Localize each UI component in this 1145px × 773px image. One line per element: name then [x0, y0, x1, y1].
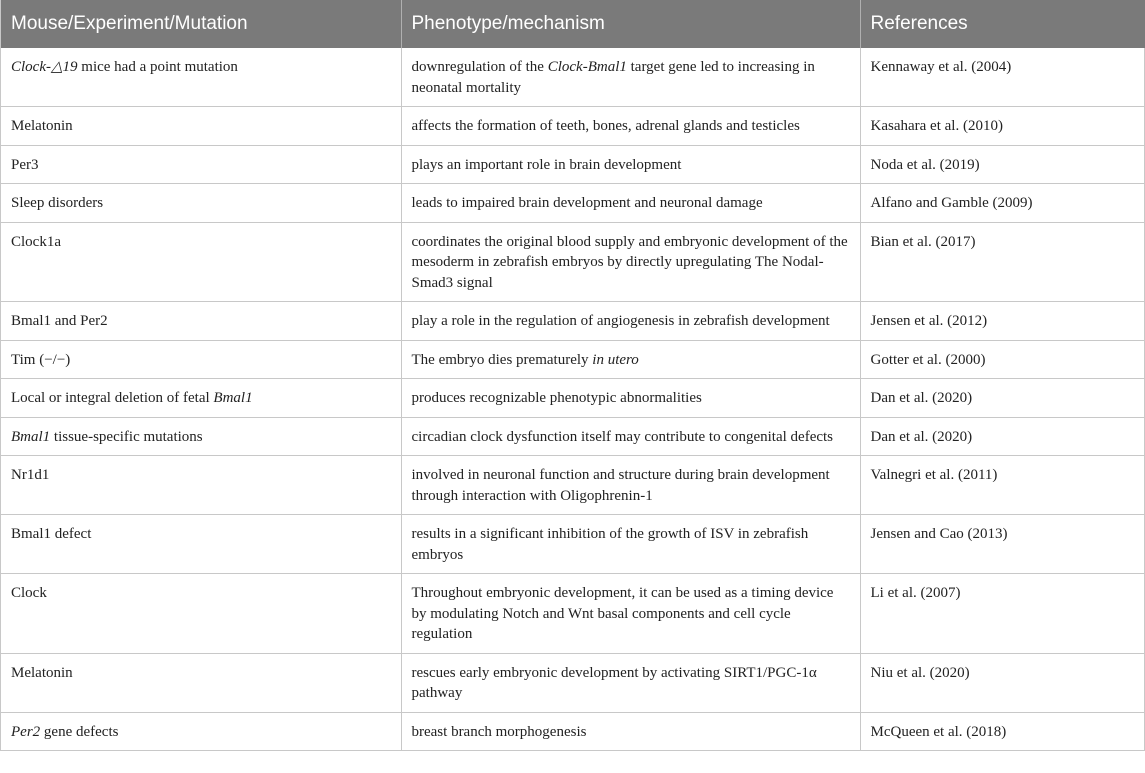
cell-phenotype [401, 184, 860, 223]
cell-mutation [1, 712, 401, 751]
cell-reference [860, 712, 1145, 751]
cell-text: gene defects [40, 723, 119, 740]
italic-text: Bmal1 [213, 390, 253, 406]
cell-phenotype [401, 417, 860, 456]
table-row [1, 653, 1145, 712]
cell-mutation [1, 653, 401, 712]
cell-text: The embryo dies prematurely [411, 351, 593, 368]
cell-phenotype [401, 574, 860, 654]
cell-mutation [1, 515, 401, 574]
data-table [1, 0, 1145, 751]
cell-text: Local or integral deletion of fetal [11, 390, 214, 406]
italic-text: Per2 [11, 723, 41, 740]
cell-mutation [1, 417, 401, 456]
cell-text: Alfano and Gamble (2009) [870, 195, 1033, 211]
cell-phenotype [401, 653, 860, 712]
cell-text: target gene led to increasing in neonatal mortality [411, 59, 815, 96]
table-row [1, 145, 1145, 184]
cell-text: Nr1d1 [11, 467, 50, 483]
cell-text: Melatonin [11, 118, 73, 134]
italic-text: Clock-Bmal1 [547, 59, 627, 75]
table-row [1, 340, 1145, 379]
cell-text: Jensen and Cao (2013) [870, 526, 1008, 542]
table-row [1, 48, 1145, 107]
table-row [1, 515, 1145, 574]
cell-text: downregulation of the [411, 59, 548, 75]
cell-mutation [1, 222, 401, 302]
cell-text: circadian clock dysfunction itself may contribute to congenital defects [411, 428, 834, 445]
cell-reference [860, 515, 1145, 574]
cell-reference [860, 48, 1145, 107]
cell-reference [860, 456, 1145, 515]
cell-text: affects the formation of teeth, bones, adrenal glands and testicles [411, 118, 800, 134]
cell-mutation [1, 48, 401, 107]
cell-reference [860, 145, 1145, 184]
cell-text: Dan et al. (2020) [870, 390, 973, 406]
cell-reference [860, 417, 1145, 456]
cell-mutation [1, 107, 401, 146]
cell-text: breast branch morphogenesis [411, 723, 587, 740]
cell-text: Niu et al. (2020) [870, 664, 970, 681]
cell-text: Bian et al. (2017) [870, 233, 976, 250]
cell-text: Dan et al. (2020) [870, 428, 973, 445]
cell-text: plays an important role in brain development [411, 156, 682, 173]
cell-text: mice had a point mutation [77, 59, 238, 75]
cell-reference [860, 340, 1145, 379]
cell-phenotype [401, 302, 860, 341]
cell-text: Kennaway et al. (2004) [870, 59, 1012, 75]
table-row [1, 107, 1145, 146]
cell-phenotype [401, 340, 860, 379]
cell-reference [860, 107, 1145, 146]
table-header [1, 0, 1145, 48]
cell-phenotype [401, 107, 860, 146]
cell-text: Clock1a [11, 233, 61, 250]
cell-text: Tim (−/−) [11, 351, 71, 368]
table-row [1, 574, 1145, 654]
cell-text: Bmal1 and Per2 [11, 313, 108, 329]
cell-phenotype [401, 145, 860, 184]
cell-reference [860, 653, 1145, 712]
cell-mutation [1, 379, 401, 418]
cell-reference [860, 574, 1145, 654]
header-references: References [860, 0, 1145, 48]
cell-text: Sleep disorders [11, 195, 104, 211]
table-row [1, 302, 1145, 341]
cell-text: Noda et al. (2019) [870, 156, 980, 173]
table-row [1, 712, 1145, 751]
cell-text: rescues early embryonic development by activating SIRT1/PGC-1α pathway [411, 664, 817, 701]
italic-text: in utero [592, 351, 639, 368]
cell-text: Valnegri et al. (2011) [870, 467, 998, 483]
cell-phenotype [401, 222, 860, 302]
cell-text: Kasahara et al. (2010) [870, 118, 1003, 134]
cell-text: play a role in the regulation of angiogenesis in zebrafish development [411, 313, 830, 329]
header-mouse-experiment-mutation: Mouse/Experiment/Mutation [1, 0, 401, 48]
cell-text: Bmal1 defect [11, 526, 92, 542]
cell-mutation [1, 456, 401, 515]
table-row [1, 184, 1145, 223]
cell-text: coordinates the original blood supply and embryonic development of the mesoderm in zebrafish embryos by directly upregulating The Nodal-Smad3 signal [411, 233, 848, 291]
cell-text: Melatonin [11, 664, 73, 681]
cell-text: Gotter et al. (2000) [870, 351, 986, 368]
cell-mutation [1, 574, 401, 654]
cell-mutation [1, 302, 401, 341]
table-row [1, 379, 1145, 418]
cell-text: produces recognizable phenotypic abnormalities [411, 390, 702, 406]
cell-phenotype [401, 515, 860, 574]
cell-mutation [1, 145, 401, 184]
cell-phenotype [401, 712, 860, 751]
table-row [1, 456, 1145, 515]
cell-phenotype [401, 456, 860, 515]
italic-text: Bmal1 [11, 428, 51, 445]
cell-text: Jensen et al. (2012) [870, 313, 988, 329]
cell-text: Li et al. (2007) [870, 585, 961, 601]
cell-text: leads to impaired brain development and neuronal damage [411, 195, 763, 211]
cell-reference [860, 379, 1145, 418]
cell-reference [860, 184, 1145, 223]
cell-mutation [1, 184, 401, 223]
cell-mutation [1, 340, 401, 379]
cell-text: Clock [11, 585, 47, 601]
table-row [1, 222, 1145, 302]
italic-text: Clock-△19 [11, 59, 78, 75]
cell-phenotype [401, 379, 860, 418]
cell-text: Throughout embryonic development, it can be used as a timing device by modulating Notch and Wnt basal components and cell cycle regulation [411, 585, 834, 642]
table-body [1, 48, 1145, 751]
cell-text: McQueen et al. (2018) [870, 723, 1007, 740]
header-phenotype-mechanism: Phenotype/mechanism [401, 0, 860, 48]
cell-phenotype [401, 48, 860, 107]
cell-text: results in a significant inhibition of the growth of ISV in zebrafish embryos [411, 526, 809, 563]
cell-text: tissue-specific mutations [50, 428, 203, 445]
table-row [1, 417, 1145, 456]
header-row [1, 0, 1145, 48]
cell-reference [860, 302, 1145, 341]
cell-reference [860, 222, 1145, 302]
cell-text: Per3 [11, 156, 39, 173]
cell-text: involved in neuronal function and structure during brain development through interaction with Oligophrenin-1 [411, 467, 830, 504]
